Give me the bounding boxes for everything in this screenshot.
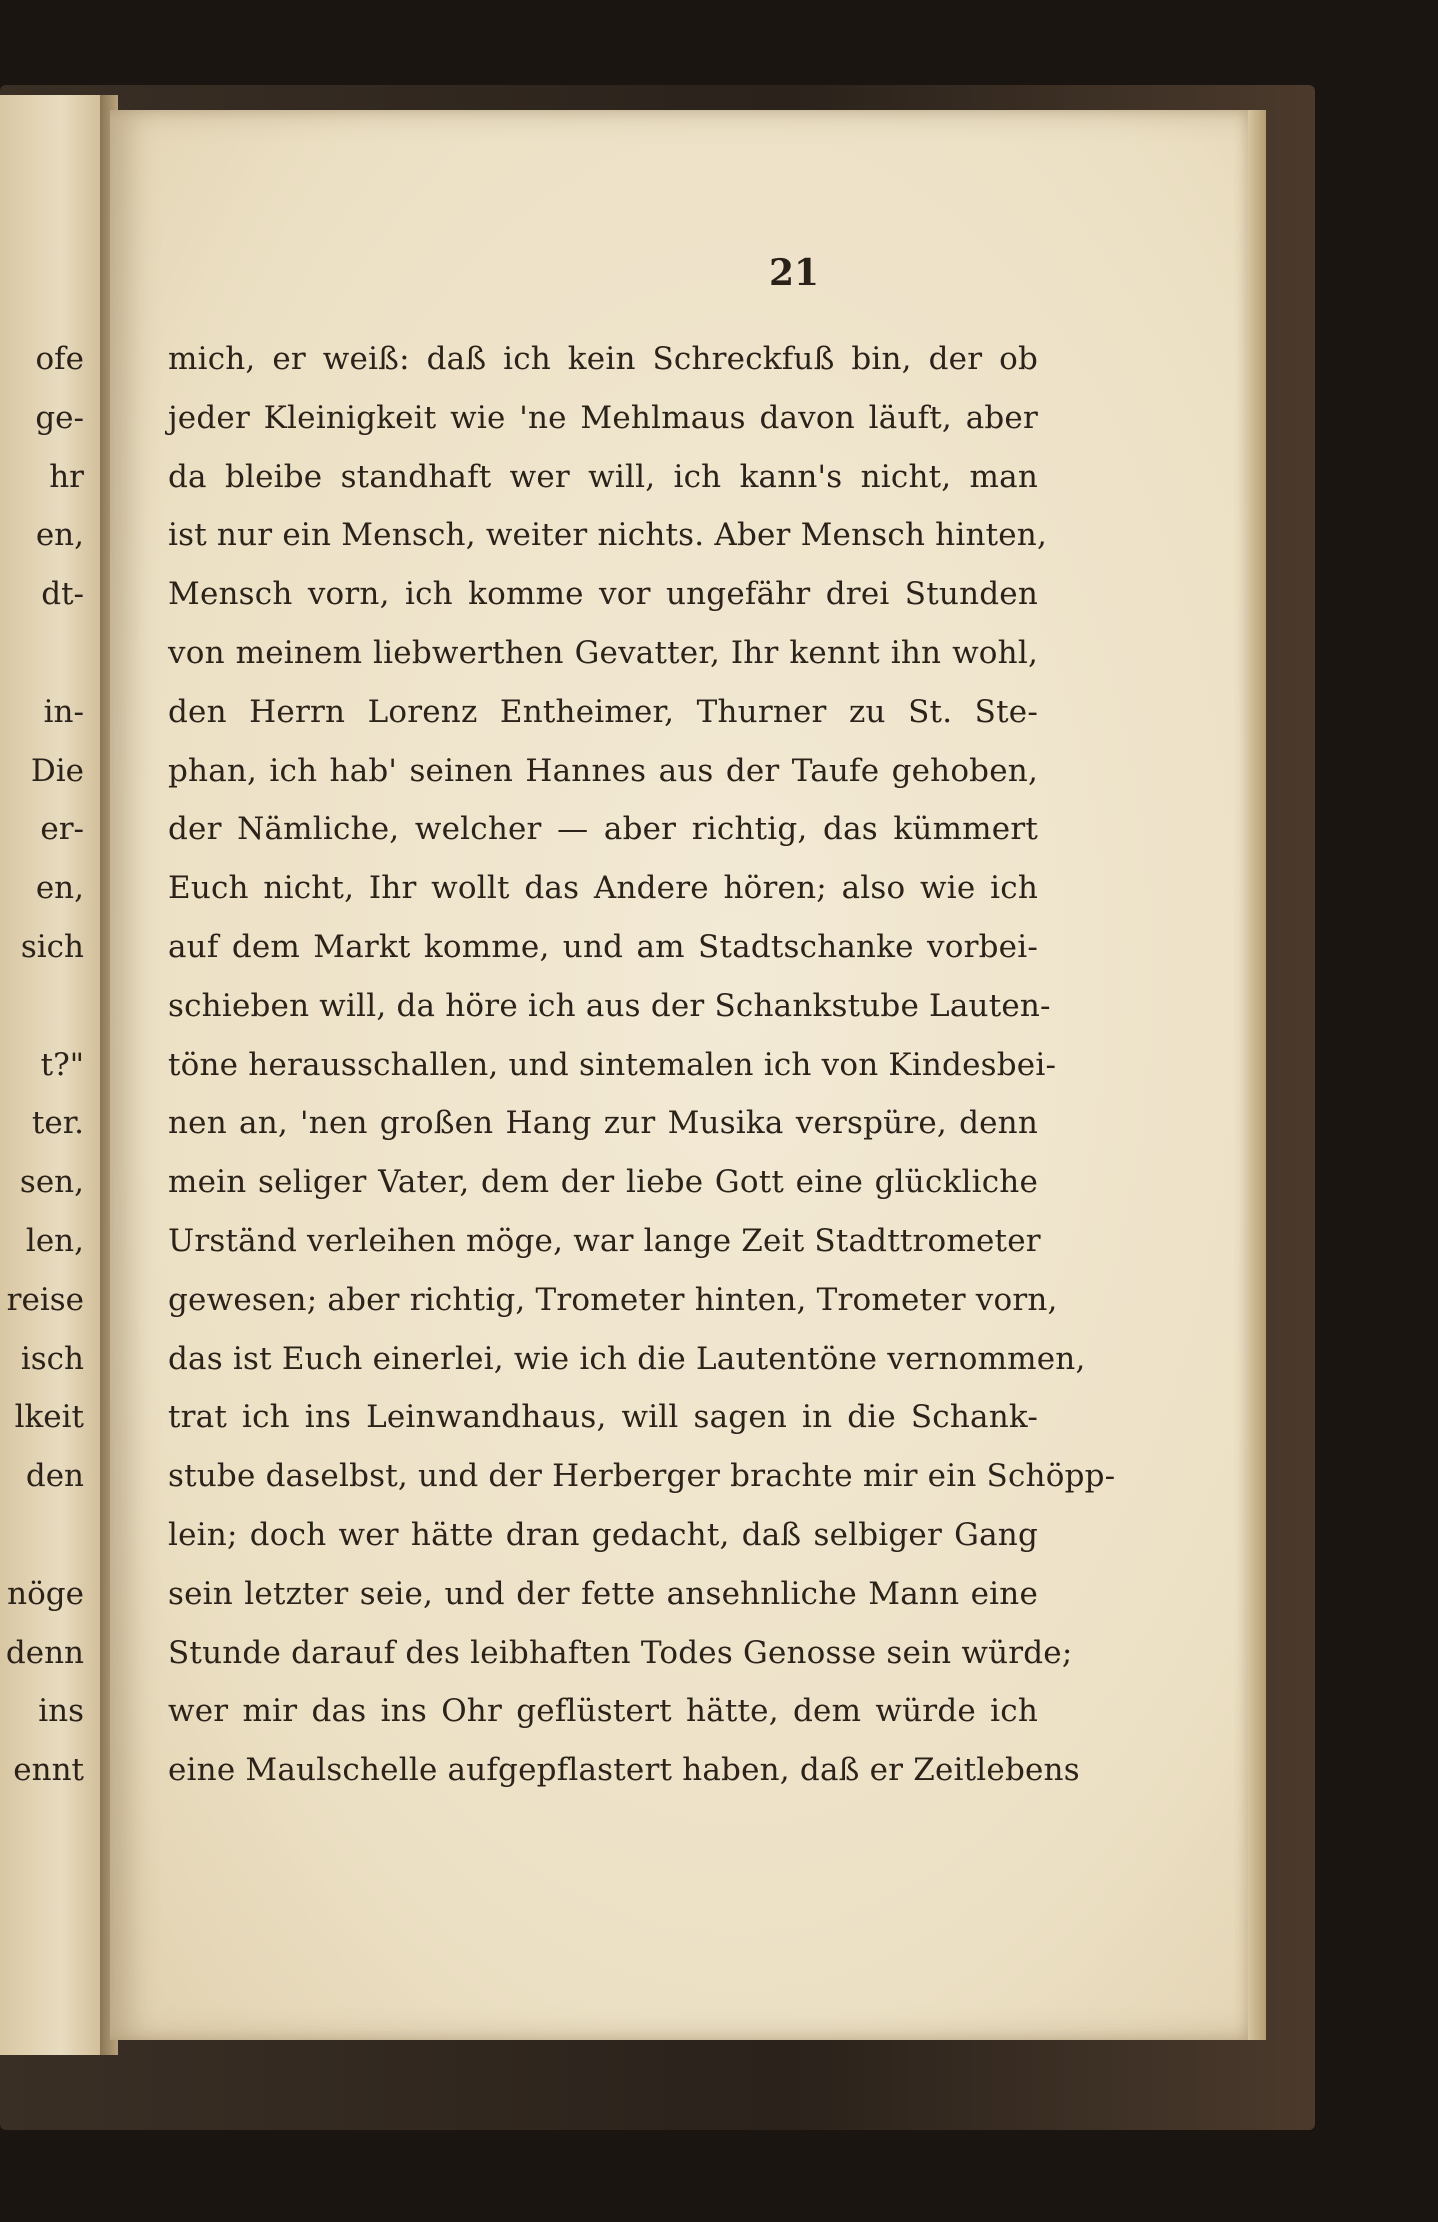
left-text-line: ins (38, 1693, 84, 1730)
text-line: der Nämliche, welcher — aber richtig, das kümmert (168, 811, 1038, 848)
left-text-line: denn (5, 1634, 84, 1671)
text-line: mein seliger Vater, dem der liebe Gott eine glückliche (168, 1164, 1038, 1201)
text-line: stube daselbst, und der Herberger brachte mir ein Schöpp- (168, 1458, 1116, 1495)
page-edge (1248, 110, 1266, 2040)
text-line: Stunde darauf des leibhaften Todes Genosse sein würde; (168, 1634, 1073, 1671)
text-line: von meinem liebwerthen Gevatter, Ihr kennt ihn wohl, (168, 634, 1038, 671)
text-line: mich, er weiß: daß ich kein Schreckfuß bin, der ob (168, 341, 1038, 377)
text-line: phan, ich hab' seinen Hannes aus der Taufe gehoben, (168, 752, 1038, 789)
left-text-line: er- (40, 811, 84, 848)
text-line: lein; doch wer hätte dran gedacht, daß selbiger Gang (168, 1516, 1038, 1553)
text-line: Urständ verleihen möge, war lange Zeit Stadttrometer (168, 1222, 1041, 1259)
text-line: sein letzter seie, und der fette ansehnliche Mann eine (168, 1575, 1038, 1612)
left-text-line: ofe (35, 341, 84, 377)
text-line: da bleibe standhaft wer will, ich kann's nicht, man (168, 458, 1038, 495)
left-text-line: Die (30, 752, 84, 789)
text-line: auf dem Markt komme, und am Stadtschanke vorbei- (168, 928, 1038, 965)
body-text (168, 330, 1116, 1800)
left-text-line: in- (43, 693, 84, 730)
left-text-line: en, (35, 517, 84, 554)
text-line: das ist Euch einerlei, wie ich die Lautentöne vernommen, (168, 1340, 1086, 1377)
left-text-line: ennt (13, 1752, 84, 1789)
page-number: 21 (768, 252, 820, 294)
text-line: den Herrn Lorenz Entheimer, Thurner zu St. Ste- (168, 693, 1038, 730)
text-line: wer mir das ins Ohr geflüstert hätte, dem würde ich (168, 1693, 1038, 1730)
text-line: Mensch vorn, ich komme vor ungefähr drei Stunden (168, 576, 1038, 613)
text-line: eine Maulschelle aufgepflastert haben, daß er Zeitlebens (168, 1752, 1080, 1789)
text-line: gewesen; aber richtig, Trometer hinten, Trometer vorn, (168, 1281, 1058, 1318)
text-line: jeder Kleinigkeit wie 'ne Mehlmaus davon läuft, aber (168, 399, 1038, 436)
left-text-line: den (25, 1458, 84, 1495)
left-text-line: hr (49, 458, 84, 495)
left-text-line: reise (6, 1281, 84, 1318)
left-text-line: t?" (40, 1046, 84, 1083)
text-line: töne herausschallen, und sintemalen ich von Kindesbei- (168, 1046, 1057, 1083)
left-text-line: len, (25, 1222, 84, 1259)
left-text-line: en, (35, 870, 84, 907)
left-text-line (0, 1506, 84, 1565)
left-text-line: sen, (19, 1164, 84, 1201)
text-line: Euch nicht, Ihr wollt das Andere hören; also wie ich (168, 870, 1038, 907)
left-text-line (0, 977, 84, 1036)
left-text-line: ter. (31, 1105, 84, 1142)
left-text-line: nöge (7, 1575, 84, 1612)
left-text-line: ge- (35, 399, 84, 436)
text-line: ist nur ein Mensch, weiter nichts. Aber Mensch hinten, (168, 517, 1048, 554)
text-line: trat ich ins Leinwandhaus, will sagen in die Schank- (168, 1399, 1038, 1436)
left-text-line: dt- (41, 576, 84, 613)
text-line: schieben will, da höre ich aus der Schankstube Lauten- (168, 987, 1051, 1024)
text-line: nen an, 'nen großen Hang zur Musika verspüre, denn (168, 1105, 1038, 1142)
left-text-line: lkeit (14, 1399, 84, 1436)
left-text-line (0, 624, 84, 683)
left-text-line: isch (20, 1340, 84, 1377)
left-text-line: sich (20, 928, 84, 965)
left-page-text (0, 330, 84, 1800)
